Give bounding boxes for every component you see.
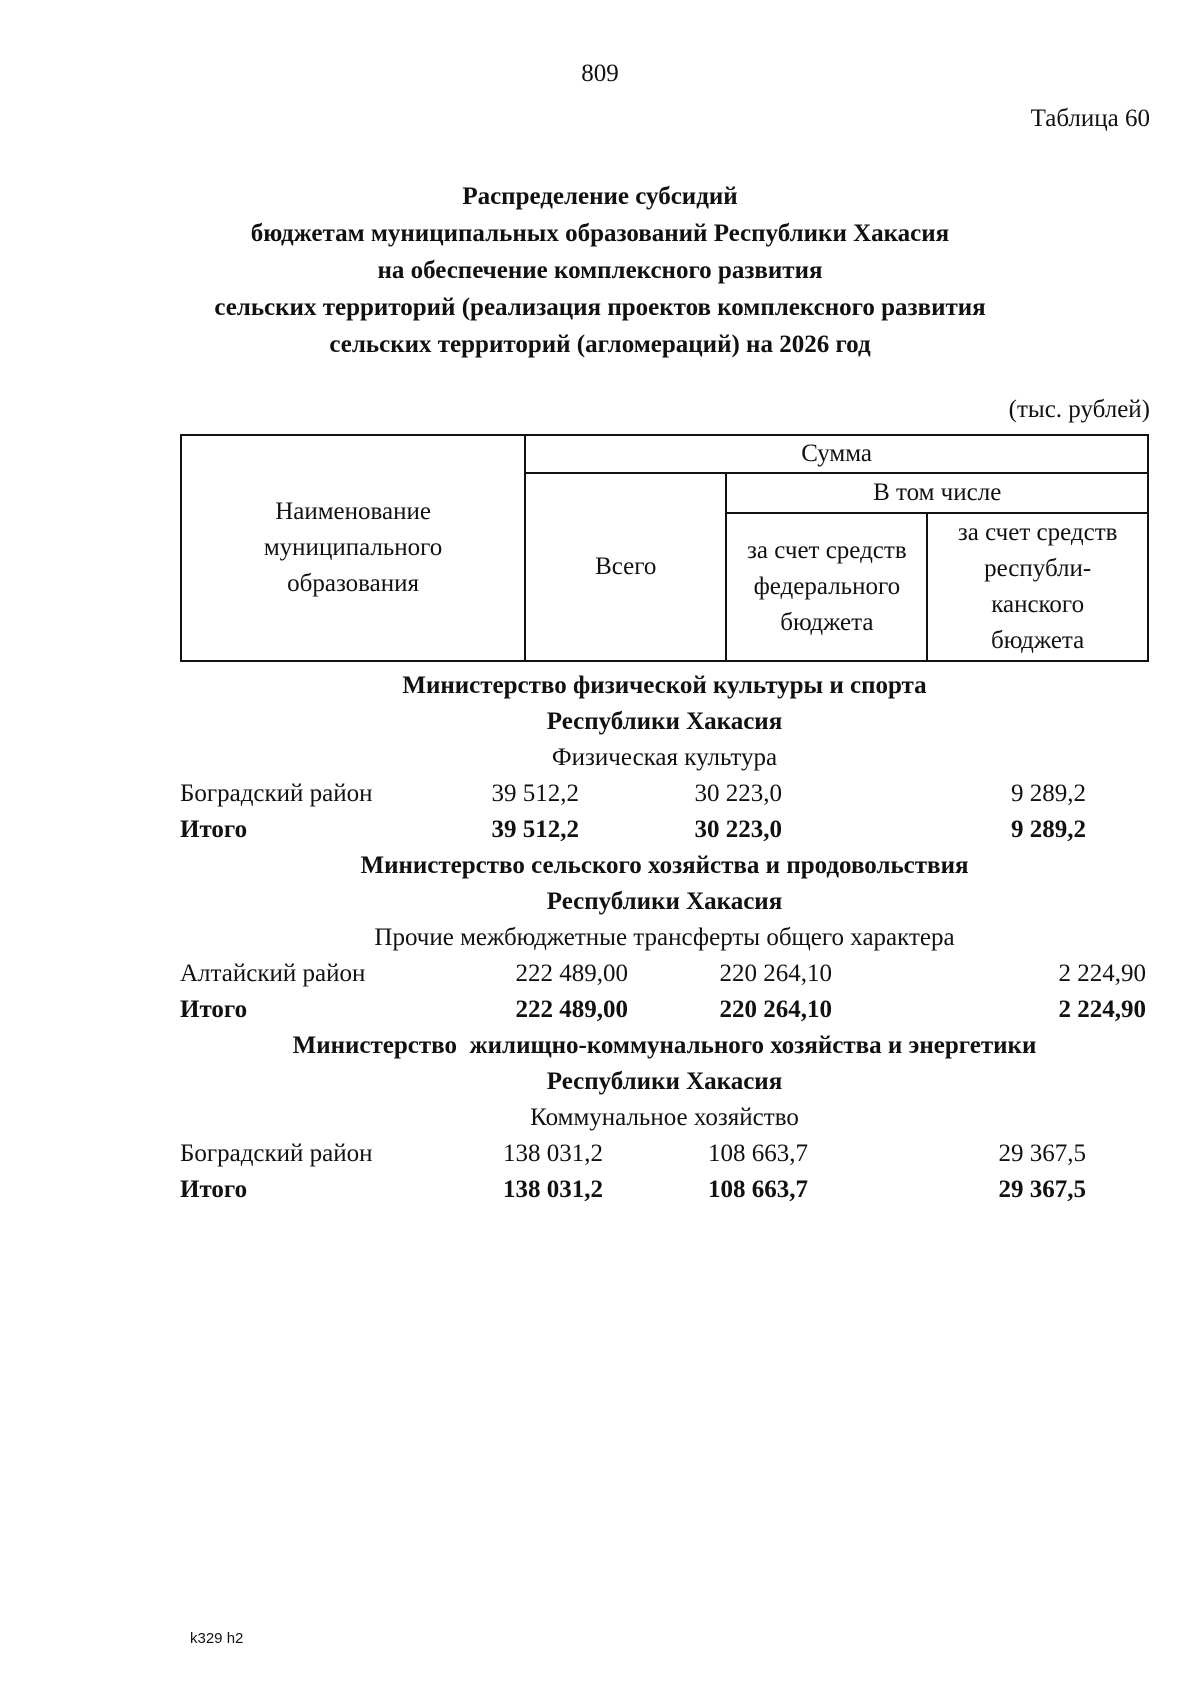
summary-row: [180, 812, 1149, 848]
section-republic: Республики Хакасия: [546, 708, 783, 735]
row-federal: 108 663,7: [708, 1140, 808, 1167]
table-header: [180, 434, 1149, 662]
header-including: В том числе: [726, 473, 1148, 513]
row-name: Итого: [180, 996, 248, 1023]
summary-row: [180, 1172, 1149, 1208]
row-name: Боградский район: [180, 1140, 373, 1167]
section-category: Прочие межбюджетные трансферты общего характера: [374, 924, 955, 951]
row-federal: 30 223,0: [694, 780, 782, 807]
row-republican: 2 224,90: [1058, 996, 1146, 1023]
footer-code: k329 h2: [190, 1630, 244, 1647]
row-federal: 220 264,10: [719, 996, 832, 1023]
section-republic: Республики Хакасия: [546, 888, 783, 915]
row-total: 222 489,00: [515, 996, 628, 1023]
header-name-column: Наименование муниципального образования: [181, 435, 525, 661]
units-label: (тыс. рублей): [1008, 396, 1150, 423]
title-line: бюджетам муниципальных образований Республики Хакасия: [250, 220, 950, 247]
row-name: Итого: [180, 816, 248, 843]
table-row: [180, 1136, 1149, 1172]
row-total: 39 512,2: [491, 816, 579, 843]
table-number: Таблица 60: [1030, 105, 1150, 132]
row-federal: 108 663,7: [708, 1176, 808, 1203]
header-total: Всего: [525, 473, 726, 661]
row-total: 138 031,2: [503, 1176, 603, 1203]
section-ministry: Министерство жилищно-коммунального хозяйства и энергетики: [292, 1032, 1037, 1059]
section-category: Коммунальное хозяйство: [530, 1104, 799, 1131]
section-category: Физическая культура: [551, 744, 778, 771]
row-republican: 29 367,5: [998, 1176, 1086, 1203]
section-republic: Республики Хакасия: [546, 1068, 783, 1095]
row-republican: 2 224,90: [1058, 960, 1146, 987]
row-total: 222 489,00: [515, 960, 628, 987]
title-line: сельских территорий (реализация проектов комплексного развития: [214, 294, 986, 321]
section-agriculture: [180, 848, 1149, 1028]
section-ministry: Министерство сельского хозяйства и продовольствия: [360, 852, 969, 879]
row-federal: 30 223,0: [694, 816, 782, 843]
table-body: [180, 668, 1149, 1208]
table-row: [180, 956, 1149, 992]
row-total: 138 031,2: [503, 1140, 603, 1167]
row-federal: 220 264,10: [719, 960, 832, 987]
title-line: сельских территорий (агломераций) на 2026 год: [329, 331, 871, 358]
header-sum: Сумма: [525, 435, 1148, 473]
header-federal: за счет средств федерального бюджета: [726, 513, 927, 661]
table-row: [180, 776, 1149, 812]
title-line: на обеспечение комплексного развития: [377, 257, 823, 284]
summary-row: [180, 992, 1149, 1028]
row-republican: 9 289,2: [1011, 816, 1086, 843]
row-total: 39 512,2: [491, 780, 579, 807]
page-number: 809: [581, 60, 619, 87]
row-name: Боградский район: [180, 780, 373, 807]
document-title: [0, 178, 1200, 363]
header-republican: за счет средств республи-канского бюджета: [927, 513, 1148, 661]
section-ministry: Министерство физической культуры и спорта: [402, 672, 927, 699]
section-sport: [180, 668, 1149, 848]
row-republican: 9 289,2: [1011, 780, 1086, 807]
row-republican: 29 367,5: [998, 1140, 1086, 1167]
section-housing: [180, 1028, 1149, 1208]
title-line: Распределение субсидий: [462, 183, 738, 210]
row-name: Итого: [180, 1176, 248, 1203]
row-name: Алтайский район: [180, 960, 366, 987]
